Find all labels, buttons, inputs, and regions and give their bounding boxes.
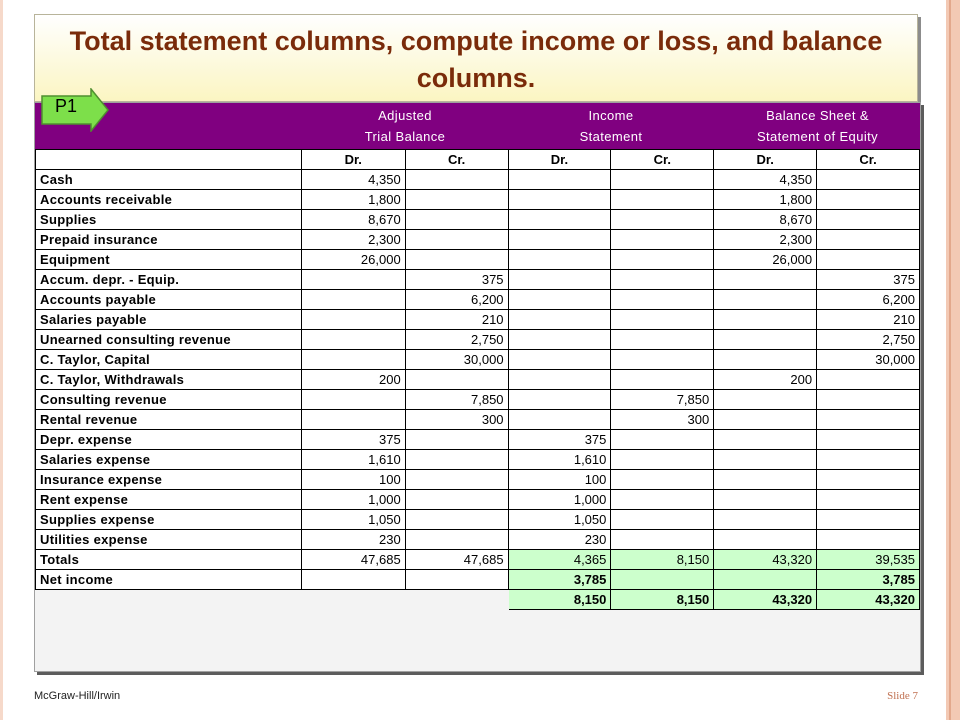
amount-cell [714, 330, 817, 350]
total-cell: 47,685 [301, 550, 405, 570]
amount-cell [714, 430, 817, 450]
amount-cell: 2,750 [405, 330, 508, 350]
amount-cell: 26,000 [301, 250, 405, 270]
amount-cell: 230 [508, 530, 611, 550]
final-total-cell: 43,320 [817, 590, 920, 610]
totals-row [36, 550, 920, 570]
amount-cell: 1,000 [508, 490, 611, 510]
amount-cell [714, 450, 817, 470]
amount-cell [714, 490, 817, 510]
table-row [36, 430, 920, 450]
amount-cell [714, 290, 817, 310]
amount-cell [405, 230, 508, 250]
table-row [36, 170, 920, 190]
final-totals-row [36, 590, 920, 610]
final-total-cell: 43,320 [714, 590, 817, 610]
amount-cell: 300 [405, 410, 508, 430]
account-name: Supplies expense [36, 510, 302, 530]
table-row [36, 530, 920, 550]
amount-cell [508, 170, 611, 190]
amount-cell: 1,000 [301, 490, 405, 510]
amount-cell [405, 210, 508, 230]
column-header-row [36, 150, 920, 170]
blank-cell [405, 590, 508, 610]
total-cell: 39,535 [817, 550, 920, 570]
account-name: Insurance expense [36, 470, 302, 490]
amount-cell [405, 370, 508, 390]
amount-cell [611, 530, 714, 550]
amount-cell [611, 230, 714, 250]
final-total-cell: 8,150 [508, 590, 611, 610]
amount-cell: 300 [611, 410, 714, 430]
amount-cell [301, 410, 405, 430]
amount-cell [508, 230, 611, 250]
table-row [36, 330, 920, 350]
final-total-cell: 8,150 [611, 590, 714, 610]
table-row [36, 230, 920, 250]
net-income-cell: 3,785 [508, 570, 611, 590]
amount-cell [714, 530, 817, 550]
amount-cell [611, 430, 714, 450]
account-name: Accum. depr. - Equip. [36, 270, 302, 290]
account-name: Utilities expense [36, 530, 302, 550]
account-name: Prepaid insurance [36, 230, 302, 250]
amount-cell [301, 350, 405, 370]
amount-cell [611, 350, 714, 370]
account-name: Equipment [36, 250, 302, 270]
amount-cell [508, 410, 611, 430]
amount-cell [508, 310, 611, 330]
column-header: Dr. [714, 150, 817, 170]
amount-cell [301, 390, 405, 410]
column-header: Dr. [508, 150, 611, 170]
amount-cell: 8,670 [714, 210, 817, 230]
amount-cell: 375 [405, 270, 508, 290]
amount-cell [611, 310, 714, 330]
amount-cell: 210 [405, 310, 508, 330]
amount-cell: 7,850 [405, 390, 508, 410]
worksheet-table [35, 149, 920, 610]
header-line: Adjusted [378, 108, 432, 123]
net-income-label: Net income [36, 570, 302, 590]
account-name: Accounts payable [36, 290, 302, 310]
amount-cell: 8,670 [301, 210, 405, 230]
amount-cell [611, 190, 714, 210]
amount-cell: 200 [714, 370, 817, 390]
slide-title: Total statement columns, compute income or loss, and balance columns. [69, 26, 883, 93]
header-balance-sheet [715, 105, 920, 147]
account-name: Consulting revenue [36, 390, 302, 410]
footer-slide-number: Slide 7 [887, 690, 918, 702]
slide-left-border [0, 0, 3, 720]
account-name: Salaries expense [36, 450, 302, 470]
amount-cell [714, 350, 817, 370]
amount-cell [405, 490, 508, 510]
amount-cell [405, 570, 508, 590]
header-line: Income [588, 108, 634, 123]
amount-cell: 2,750 [817, 330, 920, 350]
account-name: Rental revenue [36, 410, 302, 430]
amount-cell: 26,000 [714, 250, 817, 270]
account-name: Accounts receivable [36, 190, 302, 210]
amount-cell: 100 [301, 470, 405, 490]
amount-cell: 1,800 [301, 190, 405, 210]
total-cell: 47,685 [405, 550, 508, 570]
amount-cell: 230 [301, 530, 405, 550]
table-row [36, 210, 920, 230]
amount-cell [611, 330, 714, 350]
amount-cell [405, 470, 508, 490]
amount-cell [405, 430, 508, 450]
amount-cell [611, 290, 714, 310]
total-cell: 8,150 [611, 550, 714, 570]
amount-cell [508, 210, 611, 230]
column-header: Dr. [301, 150, 405, 170]
table-row [36, 410, 920, 430]
blank-cell [301, 590, 405, 610]
account-name: Salaries payable [36, 310, 302, 330]
amount-cell [817, 510, 920, 530]
amount-cell [508, 330, 611, 350]
account-name: Cash [36, 170, 302, 190]
amount-cell [611, 270, 714, 290]
table-row [36, 190, 920, 210]
amount-cell [405, 450, 508, 470]
table-row [36, 370, 920, 390]
header-line: Balance Sheet & [766, 108, 869, 123]
blank-cell [36, 590, 302, 610]
amount-cell [508, 290, 611, 310]
amount-cell: 2,300 [714, 230, 817, 250]
amount-cell: 6,200 [405, 290, 508, 310]
header-line: Trial Balance [364, 129, 446, 144]
net-income-cell: 3,785 [817, 570, 920, 590]
amount-cell [817, 190, 920, 210]
table-row [36, 390, 920, 410]
amount-cell: 375 [508, 430, 611, 450]
amount-cell [405, 530, 508, 550]
amount-cell [301, 570, 405, 590]
amount-cell [508, 390, 611, 410]
table-row [36, 250, 920, 270]
column-header-blank [36, 150, 302, 170]
table-row [36, 450, 920, 470]
amount-cell: 6,200 [817, 290, 920, 310]
amount-cell [405, 250, 508, 270]
table-row [36, 490, 920, 510]
header-line: Statement of Equity [756, 129, 879, 144]
tag-label: P1 [54, 96, 78, 116]
amount-cell [508, 190, 611, 210]
amount-cell [508, 270, 611, 290]
table-row [36, 510, 920, 530]
amount-cell [508, 350, 611, 370]
amount-cell [817, 250, 920, 270]
account-name: Supplies [36, 210, 302, 230]
amount-cell [817, 390, 920, 410]
amount-cell [817, 210, 920, 230]
net-income-row [36, 570, 920, 590]
amount-cell: 1,800 [714, 190, 817, 210]
amount-cell [714, 470, 817, 490]
amount-cell [301, 310, 405, 330]
table-row [36, 310, 920, 330]
account-name: Rent expense [36, 490, 302, 510]
account-name: C. Taylor, Withdrawals [36, 370, 302, 390]
amount-cell [611, 210, 714, 230]
amount-cell [611, 170, 714, 190]
amount-cell: 4,350 [714, 170, 817, 190]
slide-right-border-line [949, 0, 951, 720]
worksheet [34, 102, 921, 672]
amount-cell [714, 390, 817, 410]
net-income-cell [611, 570, 714, 590]
amount-cell [508, 370, 611, 390]
amount-cell [405, 190, 508, 210]
amount-cell [817, 470, 920, 490]
account-name: Depr. expense [36, 430, 302, 450]
table-row [36, 470, 920, 490]
amount-cell [817, 530, 920, 550]
amount-cell: 375 [301, 430, 405, 450]
account-name: C. Taylor, Capital [36, 350, 302, 370]
amount-cell: 2,300 [301, 230, 405, 250]
amount-cell [817, 410, 920, 430]
amount-cell [817, 370, 920, 390]
amount-cell [817, 490, 920, 510]
amount-cell [301, 290, 405, 310]
amount-cell: 375 [817, 270, 920, 290]
amount-cell [817, 230, 920, 250]
column-header: Cr. [611, 150, 714, 170]
amount-cell [817, 450, 920, 470]
amount-cell [301, 330, 405, 350]
account-name: Unearned consulting revenue [36, 330, 302, 350]
table-row [36, 290, 920, 310]
header-income-statement [509, 105, 713, 147]
total-cell: 43,320 [714, 550, 817, 570]
amount-cell [817, 430, 920, 450]
table-row [36, 350, 920, 370]
amount-cell: 1,610 [301, 450, 405, 470]
title-box [34, 14, 918, 102]
amount-cell: 100 [508, 470, 611, 490]
amount-cell [611, 450, 714, 470]
amount-cell: 1,050 [508, 510, 611, 530]
amount-cell [611, 490, 714, 510]
amount-cell [405, 170, 508, 190]
amount-cell [301, 270, 405, 290]
amount-cell: 210 [817, 310, 920, 330]
amount-cell [405, 510, 508, 530]
header-line: Statement [579, 129, 643, 144]
amount-cell [611, 510, 714, 530]
amount-cell: 4,350 [301, 170, 405, 190]
amount-cell: 1,610 [508, 450, 611, 470]
amount-cell [817, 170, 920, 190]
amount-cell: 1,050 [301, 510, 405, 530]
amount-cell: 30,000 [817, 350, 920, 370]
amount-cell: 7,850 [611, 390, 714, 410]
amount-cell [714, 510, 817, 530]
amount-cell [611, 470, 714, 490]
footer-publisher: McGraw-Hill/Irwin [34, 690, 121, 702]
amount-cell: 30,000 [405, 350, 508, 370]
totals-label: Totals [36, 550, 302, 570]
amount-cell: 200 [301, 370, 405, 390]
amount-cell [611, 370, 714, 390]
amount-cell [714, 410, 817, 430]
amount-cell [508, 250, 611, 270]
column-header: Cr. [405, 150, 508, 170]
total-cell: 4,365 [508, 550, 611, 570]
amount-cell [714, 310, 817, 330]
amount-cell [611, 250, 714, 270]
net-income-cell [714, 570, 817, 590]
amount-cell [714, 270, 817, 290]
table-row [36, 270, 920, 290]
column-header: Cr. [817, 150, 920, 170]
header-adjusted-trial-balance [303, 105, 507, 147]
learning-objective-tag [41, 88, 109, 132]
